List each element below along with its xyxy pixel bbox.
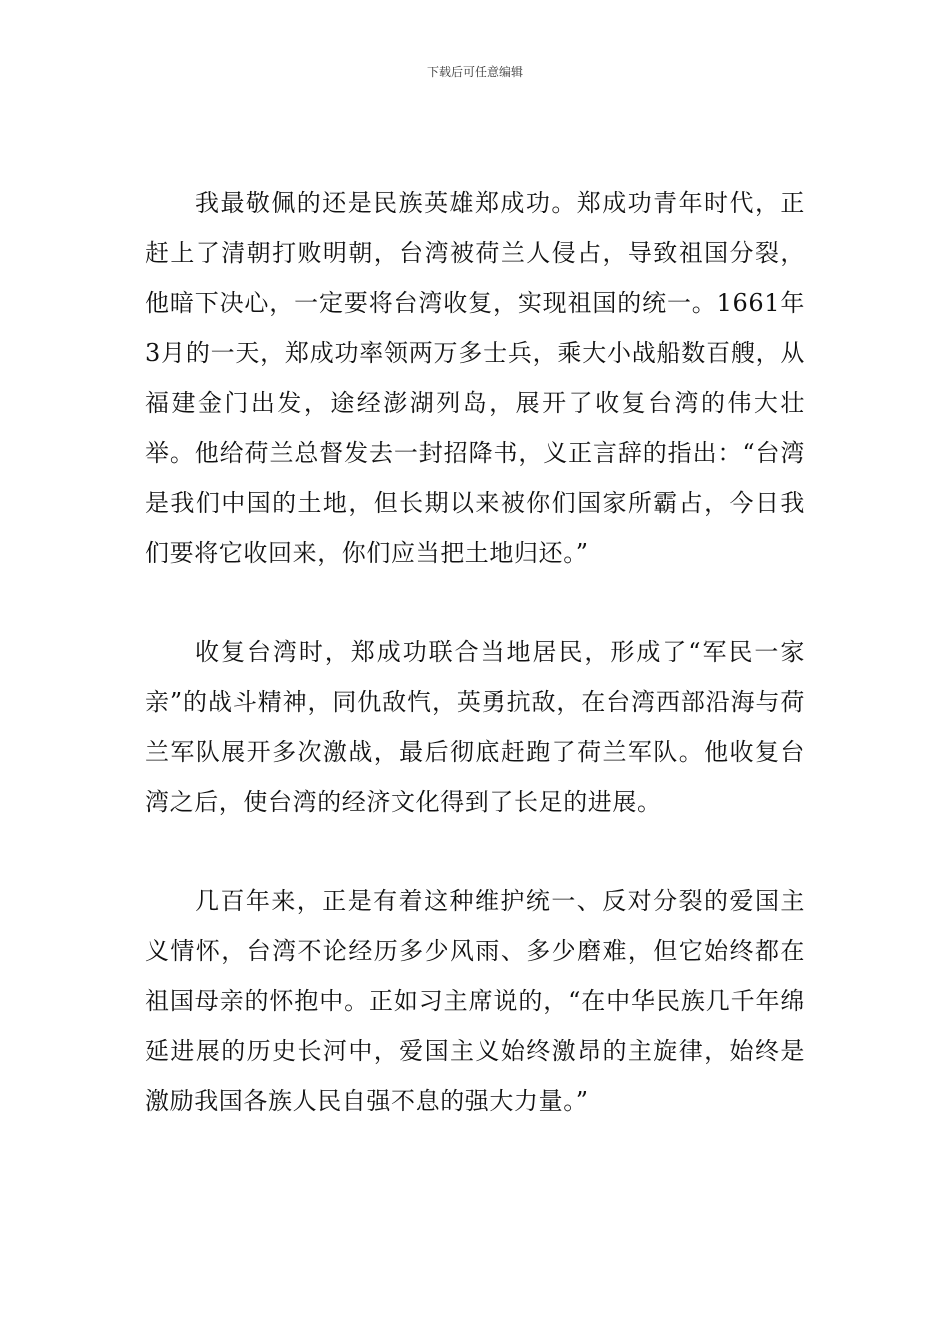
paragraph-zheng-chenggong: 我最敬佩的还是民族英雄郑成功。郑成功青年时代，正赶上了清朝打败明朝，台湾被荷兰人侵占，导致祖国分裂，他暗下决心，一定要将台湾收复，实现祖国的统一。1661年3月的一天，郑成功率领两万多士兵，乘大小战船数百艘，从福建金门出发，途经澎湖列岛，展开了收复台湾的伟大壮举。他给荷兰总督发去一封招降书，义正言辞的指出：“台湾是我们中国的土地，但长期以来被你们国家所霸占，今日我们要将它收回来，你们应当把土地归还。” xyxy=(145,189,805,567)
paragraph-recovering-taiwan: 收复台湾时，郑成功联合当地居民，形成了“军民一家亲”的战斗精神，同仇敌忾，英勇抗敌，在台湾西部沿海与荷兰军队展开多次激战，最后彻底赶跑了荷兰军队。他收复台湾之后，使台湾的经济文化得到了长足的进展。 xyxy=(145,638,805,816)
document-body xyxy=(145,178,805,1126)
page-header: 下载后可任意编辑 xyxy=(426,65,523,79)
paragraph-patriotism: 几百年来，正是有着这种维护统一、反对分裂的爱国主义情怀，台湾不论经历多少风雨、多少磨难，但它始终都在祖国母亲的怀抱中。正如习主席说的，“在中华民族几千年绵延进展的历史长河中，爱国主义始终激昂的主旋律，始终是激励我国各族人民自强不息的强大力量。” xyxy=(145,887,805,1115)
